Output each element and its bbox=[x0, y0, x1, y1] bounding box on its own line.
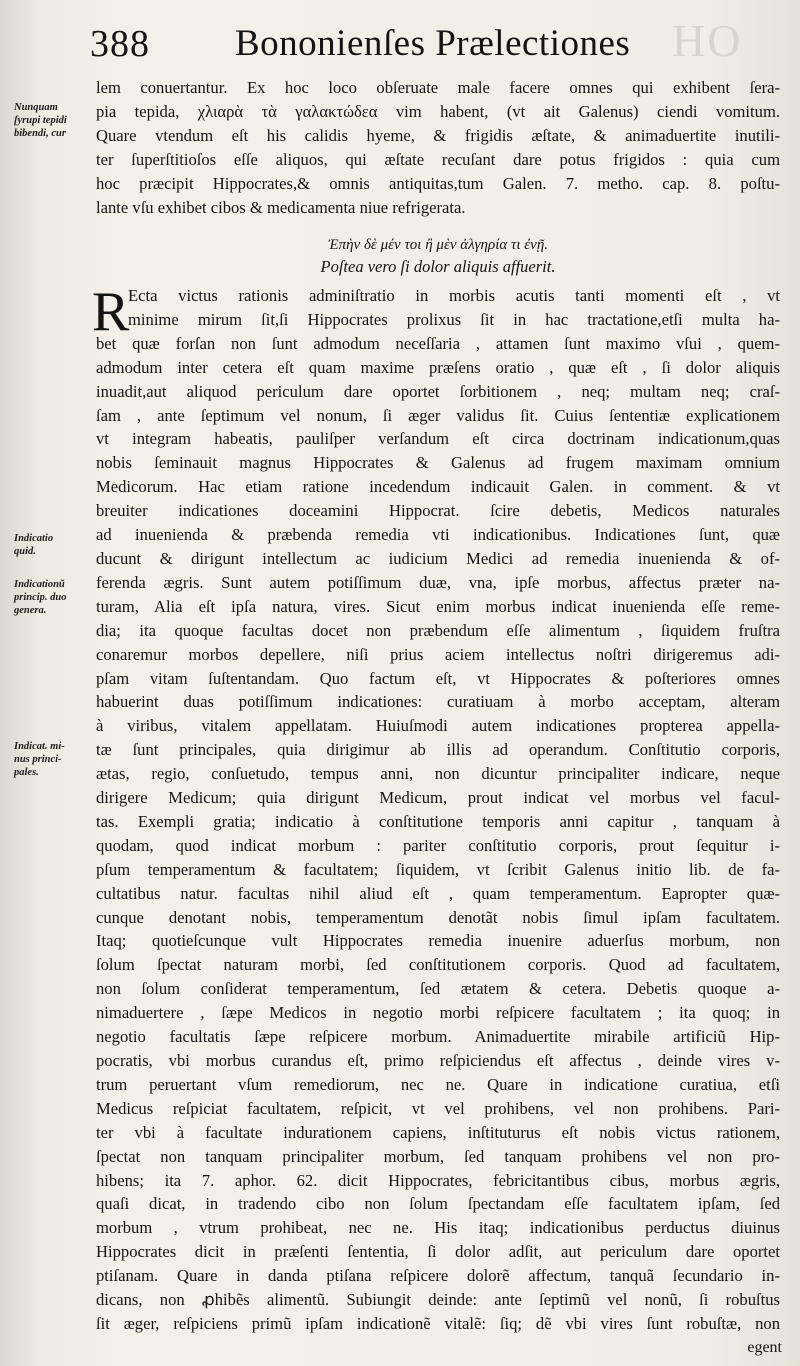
text-line: morbum , vtrum prohibeat, nec ne. His itaq; indicationibus perductus diuinus bbox=[96, 1218, 780, 1238]
text-line: vt integram habeatis, pauliſper verſandum eſt circa doctrinam indicationum,quas bbox=[96, 429, 780, 449]
text-line: ſam , ante ſeptimum vel nonum, ſi æger validus ſit. Cuius ſententiæ explicationem bbox=[96, 405, 780, 425]
text-line: hoc præcipit Hippocrates,& omnis antiquitas,tum Galen. 7. metho. cap. 8. poſtu- bbox=[96, 173, 780, 193]
text-line: à viribus, vitalem appellatam. Huiuſmodi autem indicationes propterea appella- bbox=[96, 716, 780, 736]
margin-note-line: quid. bbox=[14, 546, 36, 557]
drop-cap: R bbox=[92, 281, 130, 343]
text-line: nobis ſeminauit magnus Hippocrates & Galenus ad frugem maximam omnium bbox=[96, 453, 780, 473]
text-line: habuerint duas potiſſimum indicationes: curatiuam à morbo acceptam, alteram bbox=[96, 692, 780, 712]
text-line: ter ſuperſtitioſos eſſe aliquos, qui æſtate recuſant dare potus frigidos : quia cum bbox=[96, 149, 780, 169]
text-line: ſit æger, reſpiciens primũ ipſam indicationẽ vitalẽ: ſiq; dẽ vbi vires ſunt robuſtæ, non bbox=[96, 1313, 780, 1333]
lemma bbox=[96, 234, 780, 278]
text-line: ter vbi à facultate indurationem capiens, inſtituturus eſt nobis victus rationem, bbox=[96, 1122, 780, 1142]
text-line: ferenda ægris. Sunt autem potiſſimum duæ, vna, ipſe morbus, affectus præter na- bbox=[96, 572, 780, 592]
text-line: turam, Alia eſt ipſa natura, vires. Sicut enim morbus indicat inuenienda eſſe reme- bbox=[96, 596, 780, 616]
margin-note-line: princip. duo bbox=[14, 592, 67, 603]
text-line: dirigere Medicum; quia dirigunt Medicum, prout indicat vel morbus vel facul- bbox=[96, 788, 780, 808]
margin-note-syrupi bbox=[14, 101, 96, 140]
text-line: Medicus reſpiciat facultatem, reſpicit, vt vel prohibens, vel non prohibens. Pari- bbox=[96, 1098, 780, 1118]
text-line: ætas, regio, conſuetudo, tempus anni, non dicuntur principaliter indicare, neque bbox=[96, 764, 780, 784]
text-line: dicans, non ꝓhibẽs alimentũ. Subiungit deinde: ante ſeptimũ vel nonũ, ſi robuſtus bbox=[96, 1290, 780, 1310]
margin-note-line: Indicationũ bbox=[14, 579, 65, 590]
text-line: pocratis, vbi morbus curandus eſt, primo reſpiciendus eſt affectus , deinde vires v- bbox=[96, 1051, 780, 1070]
text-line: cultatibus natur. facultas nihil aliud eſt , quam temperamentum. Eapropter quæ- bbox=[96, 883, 780, 903]
text-line: hibens; ita 7. aphor. 62. dicit Hippocrates, febricitantibus cibus, morbus ægris, bbox=[96, 1170, 780, 1190]
text-line: lem conuertantur. Ex hoc loco obſeruate male facere omnes qui exhibent ſera- bbox=[96, 78, 780, 97]
text-line: trum peruertant vſum remediorum, nec ne. Quare in indicatione curatiua, etſi bbox=[96, 1074, 780, 1094]
text-line: minime mirum ſit,ſi Hippocrates prolixus ſit in hac tractatione,etſi multa ha- bbox=[128, 309, 780, 329]
text-line: ducunt & dirigunt intellectum ac iudicium Medici ad remedia inuenienda & of- bbox=[96, 548, 780, 568]
text-line: admodum inter cetera eſt quam maxime præſens oratio , quæ eſt , ſi dolor aliquis bbox=[96, 357, 780, 377]
margin-note-indicat-minus bbox=[14, 740, 96, 779]
margin-note-line: Nunquam bbox=[14, 102, 58, 113]
text-line: lante vſu exhibet cibos & medicamenta niue refrigerata. bbox=[96, 197, 466, 217]
margin-note-line: Indicatio bbox=[14, 533, 54, 544]
text-line: nimaduertere , ſæpe Medicos in negotio morbi reſpicere facultatem ; ita quoq; in bbox=[96, 1003, 780, 1023]
text-line: inuadit,aut aliquod periculum dare oportet ſorbitionem , neq; multam neq; craſ- bbox=[96, 381, 780, 401]
text-line: ſpectat non tanquam principaliter morbum, ſed tanquam prohibens vel non pro- bbox=[96, 1146, 780, 1166]
text-line: non ſolum conſiderat temperamentum, ſed ætatem & cetera. Debetis quoque a- bbox=[96, 979, 780, 999]
text-line: negotio facultatis ſæpe reſpicere morbum. Animaduertite mirabile artificiũ Hip- bbox=[96, 1027, 780, 1047]
text-line: conaremur morbos depellere, niſi prius aciem intellectus noſtri dirigeremus adi- bbox=[96, 644, 780, 664]
text-line: pia tepida, χλιαρὰ τὰ γαλακτώδεα vim habent, (vt ait Galenus) ciendi vomitum. bbox=[96, 101, 780, 121]
text-line: ptiſanam. Quare in danda ptiſana reſpicere dolorẽ affectum, tanquã ſecundario in- bbox=[96, 1266, 780, 1286]
text-line: Hippocrates dicit in præſenti ſententia, ſi dolor adſit, aut periculum dare oportet bbox=[96, 1242, 780, 1262]
page-number: 388 bbox=[90, 23, 150, 65]
text-line: pſum temperamentum & facultatem; ſiquidem, vt ſcribit Galenus initio lib. de fa- bbox=[96, 859, 780, 879]
text-line: Medicorum. Hac etiam ratione incedendum indicauit Galen. in comment. & vt bbox=[96, 477, 780, 497]
text-line: ſolum ſpectat naturam morbi, ſed conſtitutionem corporis. Quod ad facultatem, bbox=[96, 955, 780, 975]
catchword: egent bbox=[747, 1339, 782, 1356]
margin-note-indicatio-quid bbox=[14, 532, 96, 558]
page-header bbox=[90, 22, 790, 72]
text-line: Quare vtendum eſt his calidis hyeme, & frigidis æſtate, & animaduertite inutili- bbox=[96, 125, 780, 145]
lemma-greek: Ἐπὴν δὲ μέν τοι ἢ μὲν ἀλγηρία τι ἐνῇ. bbox=[327, 237, 549, 253]
text-line: tæ ſunt principales, quia dirigimur ab illis ad operandum. Conſtitutio corporis, bbox=[96, 740, 780, 760]
text-line: breuiter indicationes doceamini Hippocrat. ſcire debetis, Medicos naturales bbox=[96, 501, 780, 521]
text-line: Ecta victus rationis adminiſtratio in morbis acutis tanti momenti eſt , vt bbox=[128, 286, 780, 305]
lemma-latin: Poſtea vero ſi dolor aliquis affuerit. bbox=[320, 257, 556, 276]
margin-note-line: Indicat. mi- bbox=[14, 741, 65, 752]
text-line: tas. Exempli gratia; indicatio à conſtitutione temporis anni capitur , tanquam à bbox=[96, 811, 780, 831]
intro-paragraph bbox=[96, 76, 780, 219]
margin-note-line: bibendi, cur bbox=[14, 128, 66, 139]
text-line: quodam, quod indicat morbum : pariter conſtitutio corporis, prout ſequitur i- bbox=[96, 835, 780, 855]
text-line: cunque denotant nobis, temperamentum denotãt nobis ſimul ipſam facultatem. bbox=[96, 907, 780, 927]
text-line: dia; ita quoque facultas docet non præbendum eſſe alimentum , ſiquidem fruſtra bbox=[96, 620, 780, 640]
margin-note-line: nus princi- bbox=[14, 754, 62, 765]
commentary-body bbox=[96, 284, 780, 1336]
text-line: bet quæ forſan non ſunt admodum neceſſaria , attamen ſunt maximo vſui , quem- bbox=[96, 333, 780, 353]
margin-note-indicationis-genera bbox=[14, 578, 96, 617]
running-title: Bononienſes Prælectiones bbox=[235, 23, 631, 64]
bleed-through-text: HO bbox=[672, 15, 743, 66]
margin-note-line: genera. bbox=[14, 605, 47, 616]
text-line: Itaq; quotieſcunque vult Hippocrates remedia inuenire aduerſus morbum, non bbox=[96, 931, 780, 951]
text-line: ad inuenienda & præbenda remedia vti indicationibus. Indicationes ſunt, quæ bbox=[96, 525, 780, 545]
margin-note-line: ſyrupi tepidi bbox=[14, 115, 67, 126]
text-line: quaſi dicat, in tradendo cibo non ſolum ſpectandam eſſe facultatem ipſam, ſed bbox=[96, 1194, 780, 1214]
text-line: pſam vitam ſuſtentandam. Quo factum eſt, vt Hippocrates & poſteriores omnes bbox=[96, 668, 780, 688]
margin-note-line: pales. bbox=[14, 767, 39, 778]
